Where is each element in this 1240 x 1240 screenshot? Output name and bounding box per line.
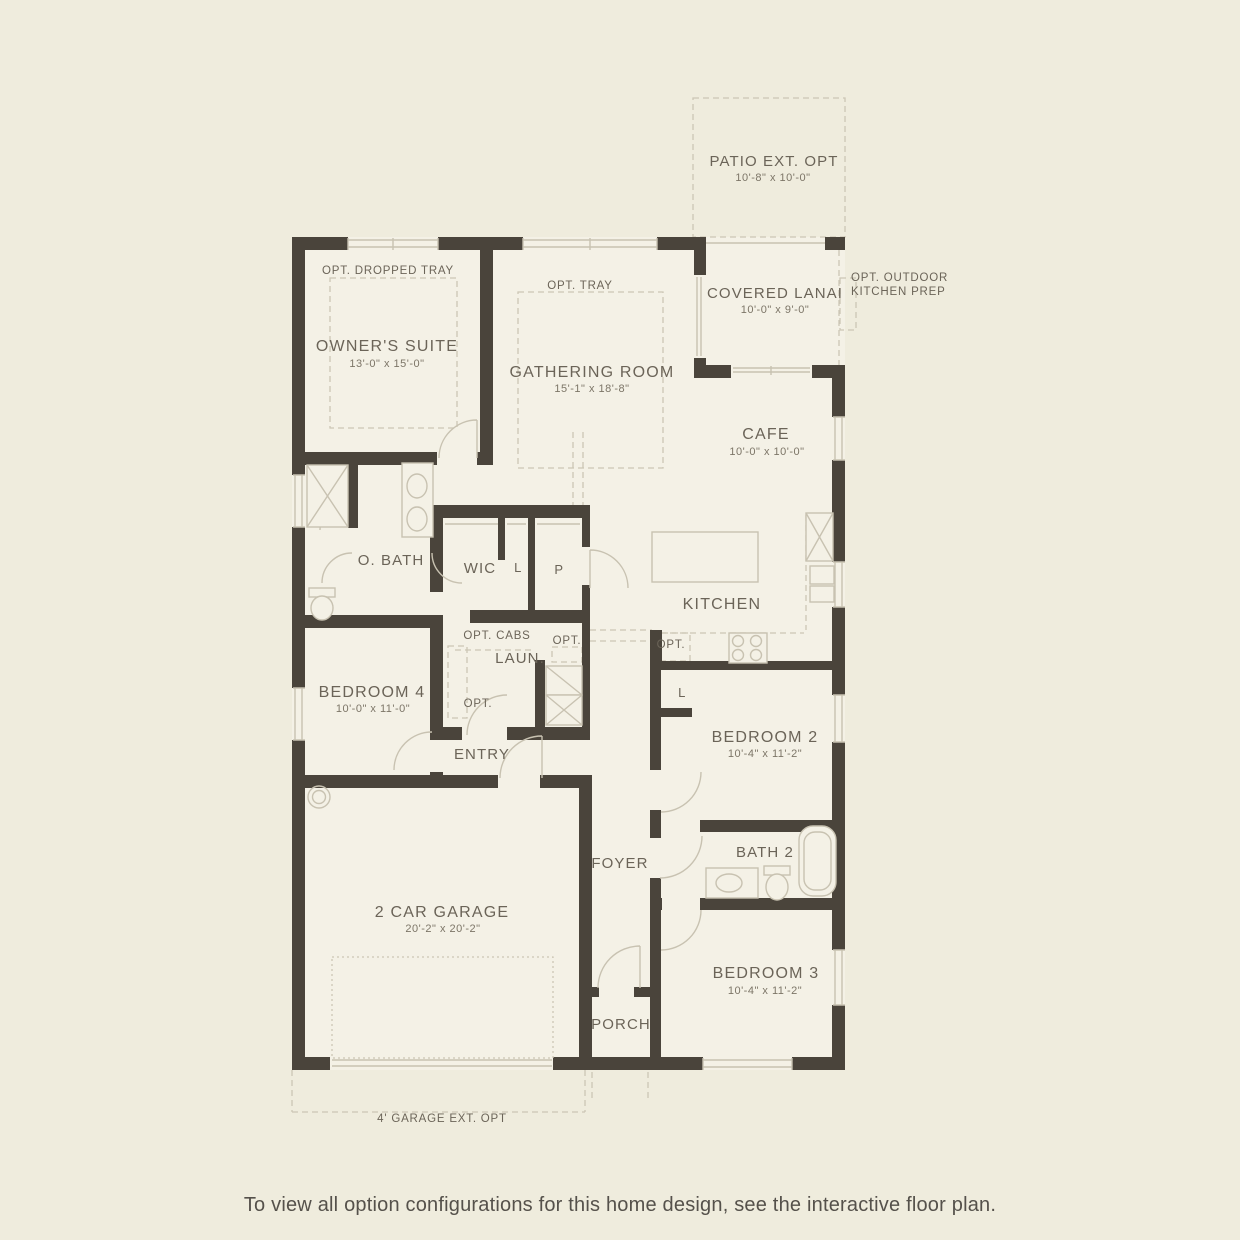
label-owners-suite: OWNER'S SUITE [315,338,459,355]
label-opt-laundry: OPT. [552,635,582,647]
label-bedroom4: BEDROOM 4 [318,684,426,701]
label-patio: PATIO EXT. OPT [709,153,839,170]
dims-bedroom2: 10'-4" x 11'-2" [727,748,803,760]
label-opt-tray: OPT. TRAY [547,280,613,292]
label-linen-1: L [514,560,522,575]
label-o-bath: O. BATH [357,552,425,569]
garage-ext-outline [292,1070,585,1112]
dims-bedroom4: 10'-0" x 11'-0" [335,703,411,715]
bath2-toilet [766,874,788,900]
dims-garage: 20'-2" x 20'-2" [405,923,481,935]
label-garage: 2 CAR GARAGE [374,904,510,921]
label-pantry: P [554,562,564,577]
label-cafe: CAFE [742,426,790,443]
owner-sink-1 [407,474,427,498]
kitchen-sink-1 [810,566,834,584]
dims-patio: 10'-8" x 10'-0" [735,172,811,184]
label-entry: ENTRY [453,746,511,763]
label-opt-outdoor-2: KITCHEN PREP [851,286,946,298]
dims-bedroom3: 10'-4" x 11'-2" [727,985,803,997]
page-caption: To view all option configurations for this home design, see the interactive floor plan. [243,1194,997,1216]
label-laundry: LAUN. [495,650,545,667]
dims-lanai: 10'-0" x 9'-0" [740,304,810,316]
owner-sink-2 [407,507,427,531]
kitchen-sink-2 [810,586,834,602]
label-opt-dropped-tray: OPT. DROPPED TRAY [321,265,455,277]
dims-owners-suite: 13'-0" x 15'-0" [349,358,425,370]
label-gathering-room: GATHERING ROOM [509,364,675,381]
label-garage-ext: 4' GARAGE EXT. OPT [377,1113,507,1125]
label-opt-bed4: OPT. [463,698,493,710]
label-opt-kitchen: OPT. [656,639,686,651]
label-bedroom2: BEDROOM 2 [711,729,819,746]
owner-toilet [311,596,333,620]
label-kitchen: KITCHEN [682,596,762,613]
kitchen-island [652,532,758,582]
label-opt-cabs: OPT. CABS [463,630,531,642]
label-bedroom3: BEDROOM 3 [712,965,820,982]
label-foyer: FOYER [591,855,649,872]
label-linen-2: L [678,685,686,700]
label-opt-outdoor-1: OPT. OUTDOOR [851,272,949,284]
bath2-sink [716,874,742,892]
porch-walk-lines [592,1072,648,1100]
dims-cafe: 10'-0" x 10'-0" [729,446,805,458]
label-bath2: BATH 2 [735,844,795,861]
dims-gathering-room: 15'-1" x 18'-8" [554,383,630,395]
label-lanai: COVERED LANAI [707,285,843,302]
label-porch: PORCH [591,1016,651,1033]
label-wic: WIC [463,560,497,577]
